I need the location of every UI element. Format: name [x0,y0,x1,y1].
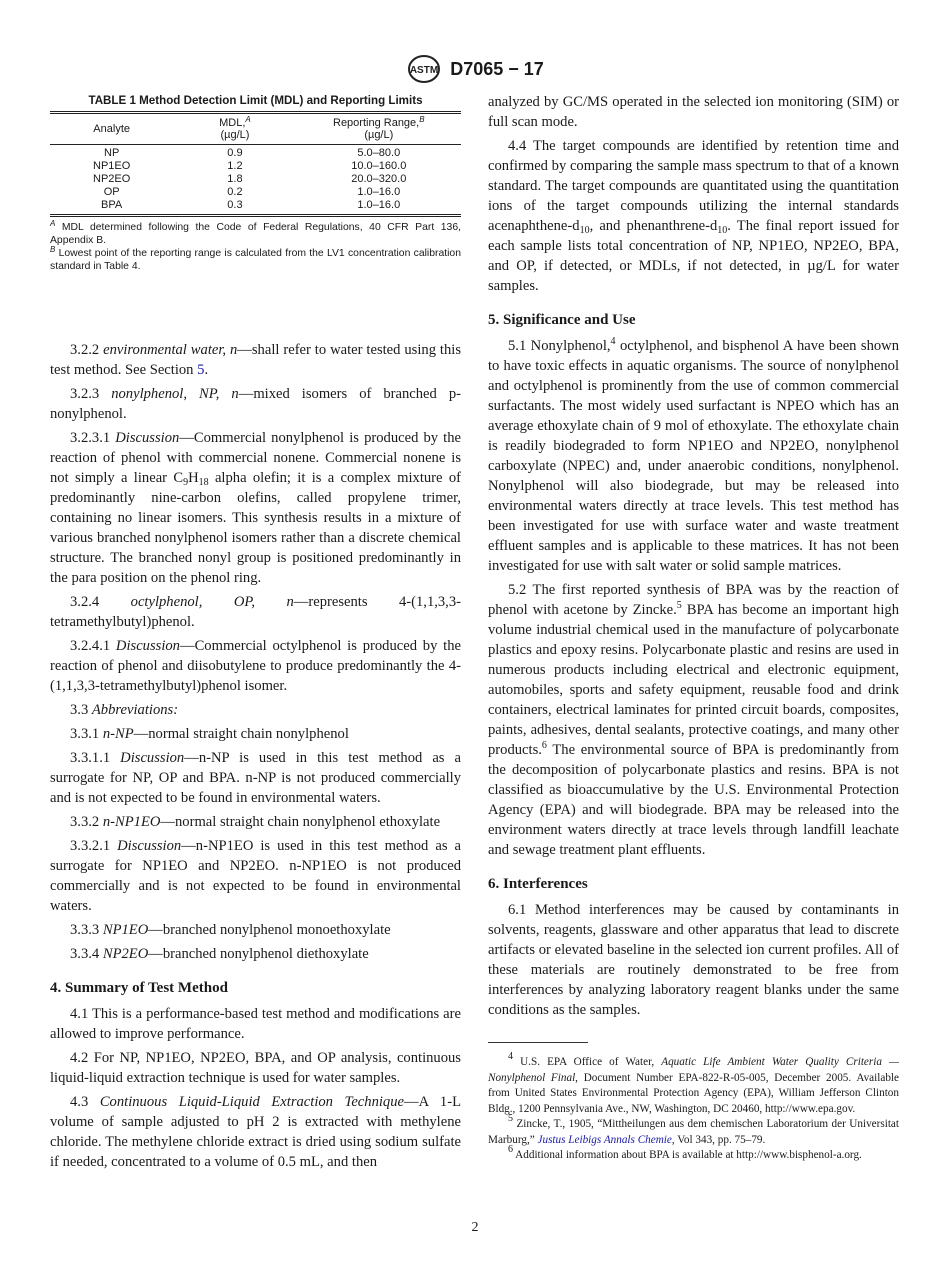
text-run: 5. Significance and Use [488,312,636,328]
analyte-cell: OP [103,186,120,198]
paragraph [50,748,461,808]
astm-logo-icon [406,54,442,84]
text-run: 3.2.3.1 [70,430,116,446]
paragraph [488,92,899,132]
text-run: 3.2.3 [70,386,112,402]
table-row [50,186,461,199]
paragraph [50,812,461,832]
svg-text:ASTM: ASTM [410,65,439,76]
footnote-ref: 6 [508,1144,513,1155]
text-run: Continuous Liquid-Liquid Extraction Technique [99,1094,405,1110]
table-row [50,145,461,161]
left-column [50,340,461,1176]
paragraph [50,636,461,696]
text-run: 3.3.2 [70,814,103,830]
paragraph [488,580,899,860]
text-run: The environmental source of BPA is predominantly from the decomposition of polycarbonate plastics and resins. BPA is not classified as bioaccumulative by the U.S. Environmental Protection Agency (EPA) and will biodegrade. BPA may be released into the environment waters directly at trace levels through landfill leachate and sewage treatment plant effluents. [488,742,899,858]
text-run: —normal straight chain nonylphenol ethoxylate [160,814,441,830]
paragraph [50,700,461,720]
footnote-ref: 5 [676,600,682,611]
footnote-ref: 5 [508,1113,513,1124]
section-heading [488,310,899,330]
table-row [50,173,461,186]
text-run: 3.3.3 [70,922,103,938]
paragraph [50,384,461,424]
table-row [50,199,461,216]
column-header-reporting-range: Reporting Range,$^B$ (µg/L) [297,113,461,145]
mdl-cell: 0.2 [227,186,243,198]
text-run: . The final report issued for each sample lists total concentration of NP, NP1EO, NP2EO, BPA, and OP, if detected, or MDLs, if not detected, in µg/L for water samples. [488,218,900,294]
text-run: 3.3.1 [70,726,103,742]
text-run: Aquatic Life Ambient Water Quality Criteria — Nonylphenol Final [488,1056,899,1084]
paragraph [50,592,461,632]
paragraph [50,428,461,588]
column-header-mdl: MDL,$^A$ (µg/L) [173,113,296,145]
analyte-cell: NP [104,147,120,159]
reference-link[interactable]: Justus Leibigs Annals Chemie [537,1133,672,1146]
page-number: 2 [471,1220,479,1235]
table-footnote-a: $^A$ MDL determined following the Code of Federal Regulations, 40 CFR Part 136, Appendix B. [50,219,461,246]
mdl-table [50,111,461,217]
text-run: 10 [717,225,728,236]
footnote-ref: 4 [508,1051,513,1062]
paragraph [50,1092,461,1172]
text-run: Abbreviations: [91,702,179,718]
range-cell: 1.0–16.0 [357,199,401,211]
text-run: 3.3.2.1 [70,838,118,854]
range-cell: 1.0–16.0 [357,186,401,198]
text-run: 3.2.4.1 [70,638,116,654]
table-footnote-b: $^B$ Lowest point of the reporting range is calculated from the LV1 concentration calibration standard in Table 4. [50,245,461,272]
text-run: Discussion [115,638,180,654]
text-run: 3.3 [70,702,92,718]
text-run: 3.2.4 [70,594,131,610]
analyte-cell: NP2EO [93,173,131,185]
mdl-cell: 0.3 [227,199,243,211]
right-column [488,92,899,1164]
text-run: —branched nonylphenol diethoxylate [148,946,369,962]
text-run: —branched nonylphenol monoethoxylate [148,922,391,938]
text-run: —represents 4-(1,1,3,3-tetramethylbutyl)phenol. [50,594,461,630]
text-run: 3.2.2 [70,342,104,358]
range-cell: 20.0–320.0 [351,173,407,185]
text-run: 5.2 The first reported synthesis of BPA was by the reaction of phenol with acetone by Zincke. [488,582,899,618]
text-run: —A 1-L volume of sample adjusted to pH 2 is extracted with methylene chloride. The methylene chloride extract is dried using sodium sulfate if needed, concentrated to a volume of 0.5 mL, and then [50,1094,461,1170]
text-run: , Document Number EPA-822-R-05-005, December 2005. Available from United States Environmental Protection Agency (EPA), William Jefferson Clinton Bldg., 1200 Pennsylvania Ave., NW, Washington, DC 20460, http://www.epa.gov. [488,1071,899,1115]
paragraph [488,136,899,296]
column-header-analyte: Analyte [50,113,173,145]
text-run: 9 [183,477,189,488]
text-run: octylphenol, OP, n [130,594,294,610]
text-run: 4.3 [70,1094,100,1110]
text-run: BPA has become an important high volume industrial chemical used in the manufacture of polycarbonate plastics and epoxy resins. Polycarbonate plastic and resins are used in numerous products including electrical and electronic equipment, automobiles, sports and safety equipment, reusable food and drink containers, electrical laminates for printed circuit boards, composites, paints, adhesives, dental sealants, protective coatings, and many other products. [488,602,899,758]
text-run: H [188,470,199,486]
text-run: 4.2 For NP, NP1EO, NP2EO, BPA, and OP analysis, continuous liquid-liquid extraction technique is used for water samples. [50,1050,461,1086]
paragraph [50,944,461,964]
text-run: 4.1 This is a performance-based test method and modifications are allowed to improve performance. [50,1006,461,1042]
text-run: 10 [579,225,590,236]
text-run: 5.1 Nonylphenol, [508,338,611,354]
text-run: 18 [198,477,209,488]
text-run: —n-NP is used in this test method as a surrogate for NP, OP and BPA. n-NP is not produced commercially and is not expected to be found in environmental waters. [50,750,461,806]
reference-link[interactable]: 5 [197,362,205,378]
text-run: 6.1 Method interferences may be caused by contaminants in solvents, reagents, glassware and other apparatus that lead to discrete artifacts or elevated baseline in the selected ion current profiles. All of these materials are routinely demonstrated to be free from interferences by analyzing laboratory reagent blanks under the same conditions as the samples. [488,902,899,1018]
mdl-cell: 0.9 [227,147,243,159]
text-run: , Vol 343, pp. 75–79. [671,1133,766,1146]
text-run: octylphenol, and bisphenol A have been shown to have toxic effects in aquatic organisms. The source of nonylphenol and octylphenol is prominently from the use of common commercial surfactants. The most widely used surfactant is NPEO which has an average ethoxylate chain of 9 mol of ethoxylate. The ethoxylate chain is readily biodegraded to form NP1EO and NP2EO, nonylphenol carboxylate (NPEC) and, under anaerobic conditions, nonylphenol. Nonylphenol will also biodegrade, but may be released into environmental waters directly at trace levels. This test method has been investigated for use with surface water and waste treatment effluent samples and is applicable to these matrices. It has not been investigated for use with salt water or solid sample matrices. [488,338,900,574]
text-run: 3.3.4 [70,946,103,962]
page-header [0,54,950,84]
text-run: n-NP1EO [102,814,161,830]
text-run: —mixed isomers of branched p-nonylphenol. [50,386,461,422]
section-heading [488,874,899,894]
table-row [50,160,461,173]
range-cell: 5.0–80.0 [357,147,401,159]
footnote [488,1051,899,1117]
paragraph [50,1004,461,1044]
text-run: nonylphenol, NP, n [111,386,239,402]
text-run: 4.4 The target compounds are identified by retention time and confirmed by comparing the sample mass spectrum to that of a known standard. The target compounds are quantitated using the quantitation ions of the target compounds utilizing the internal standards acenaphthene-d [488,138,899,234]
text-run: —Commercial nonylphenol is produced by the reaction of phenol with commercial nonene. Commercial nonene is not simply a linear C [50,430,462,486]
footnote-divider [488,1042,588,1043]
text-run: analyzed by GC/MS operated in the selected ion monitoring (SIM) or full scan mode. [488,94,899,130]
text-run: —shall refer to water tested using this test method. See Section [50,342,461,378]
text-run: Zincke, T., 1905, “Mittheilungen aus dem chemischen Laboratorium der Universitat Marburg,” [488,1118,899,1146]
mdl-cell: 1.8 [227,173,243,185]
text-run: —n-NP1EO is used in this test method as a surrogate for NP1EO and NP2EO. n-NP1EO is not produced commercially and is not expected to be found in environmental waters. [50,838,461,914]
text-run: 4. Summary of Test Method [50,980,228,996]
text-run: . [204,362,209,378]
paragraph [50,340,461,380]
text-run: Additional information about BPA is available at http://www.bisphenol-a.org. [513,1149,862,1161]
text-run: 3.3.1.1 [70,750,121,766]
text-run: n-NP [102,726,134,742]
table-1 [50,94,461,273]
analyte-cell: NP1EO [93,160,131,172]
text-run: , and phenanthrene-d [589,218,718,234]
table-title: TABLE 1 Method Detection Limit (MDL) and Reporting Limits [88,94,423,107]
paragraph [50,724,461,744]
range-cell: 10.0–160.0 [351,160,407,172]
text-run: —normal straight chain nonylphenol [133,726,349,742]
paragraph [488,336,899,576]
footnote [488,1113,899,1148]
text-run: NP1EO [102,922,149,938]
paragraph [488,900,899,1020]
paragraph [50,1048,461,1088]
text-run: Discussion [115,430,180,446]
text-run: environmental water, n [103,342,238,358]
footnote-ref: 6 [541,740,547,751]
text-run: 6. Interferences [488,876,588,892]
text-run: Discussion [117,838,182,854]
text-run: NP2EO [102,946,149,962]
analyte-cell: BPA [101,199,123,211]
document-designation: D7065 − 17 [450,58,544,79]
footnote-ref: 4 [610,336,616,347]
text-run: U.S. EPA Office of Water, [513,1056,662,1068]
footnote [488,1144,899,1164]
text-run: Discussion [120,750,185,766]
paragraph [50,920,461,940]
section-heading [50,978,461,998]
text-run: alpha olefin; it is a complex mixture of predominantly nine-carbon olefins, called propylene trimer, containing no linear isomers. This synthesis results in a mixture of various branched nonylphenol isomers rather than a discrete chemical structure. The branched nonyl group is positioned predominantly in the para position on the phenol ring. [50,470,461,586]
paragraph [50,836,461,916]
table-footnotes [50,221,461,273]
mdl-cell: 1.2 [227,160,243,172]
text-run: —Commercial octylphenol is produced by the reaction of phenol and diisobutylene to produce predominantly the 4-(1,1,3,3-tetramethylbutyl)phenol isomer. [50,638,462,694]
